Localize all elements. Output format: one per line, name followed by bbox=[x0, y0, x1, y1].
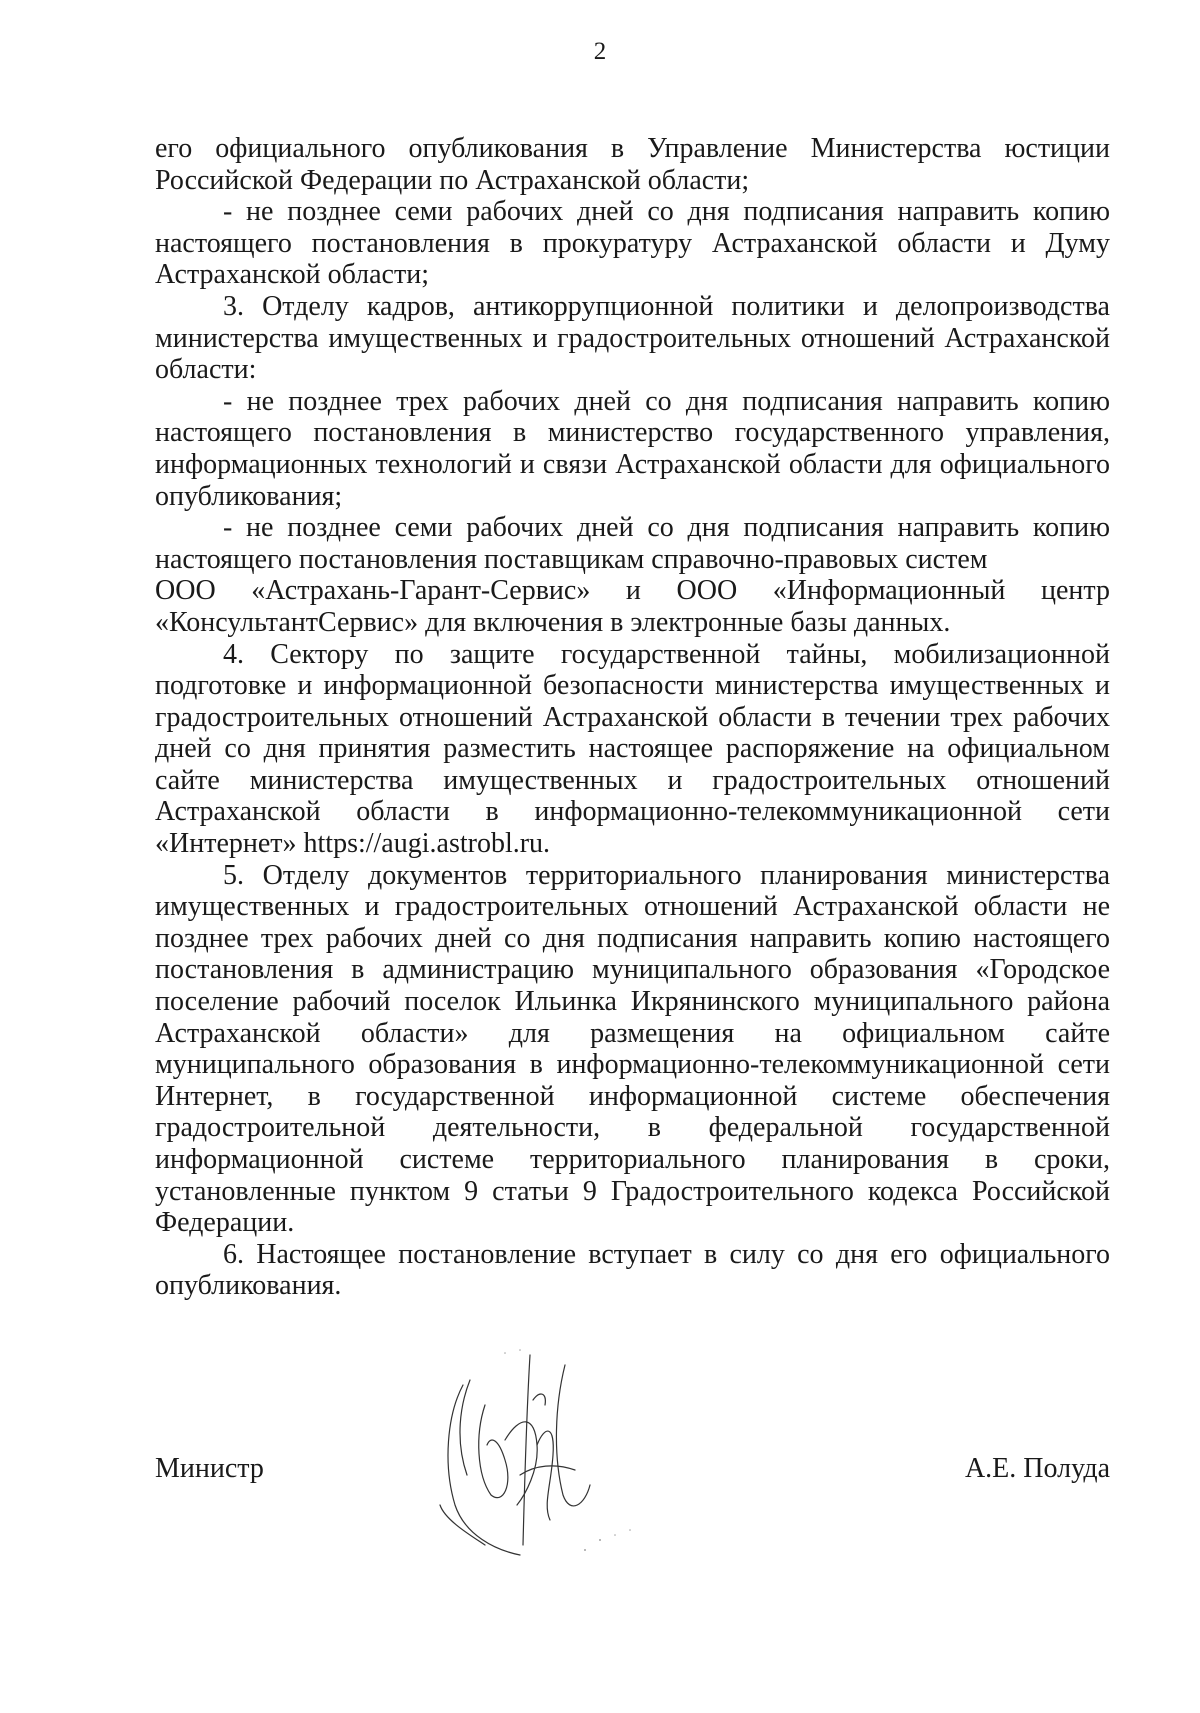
signatory-role: Министр bbox=[155, 1453, 264, 1484]
paragraph-continuation: его официального опубликования в Управление Министерства юстиции Российской Федерации по Астраханской области; bbox=[155, 133, 1110, 196]
paragraph-item-6: 6. Настоящее постановление вступает в силу со дня его официального опубликования. bbox=[155, 1238, 1110, 1302]
paragraph-justice-deadline: - не позднее семи рабочих дней со дня подписания направить копию настоящего постановления в прокуратуру Астраханской области и Думу Астраханской области; bbox=[155, 196, 1110, 291]
paragraph-legal-systems: - не позднее семи рабочих дней со дня подписания направить копию настоящего постановления поставщикам справочно-правовых систем bbox=[155, 512, 1110, 575]
paragraph-item-5: 5. Отделу документов территориального планирования министерства имущественных и градостроительных отношений Астраханской области не позднее трех рабочих дней со дня подписания направить копию настоящего постановления в администрацию муниципального образования «Городское поселение рабочий поселок Ильинка Икрянинского муниципального района Астраханской области» для размещения на официальном сайте муниципального образования в информационно-телекоммуникационной сети Интернет, в государственной информационной системе обеспечения градостроительной деятельности, в федеральной государственной информационной системе территориального планирования в сроки, установленные пунктом 9 статьи 9 Градостроительного кодекса Российской Федерации. bbox=[155, 859, 1110, 1239]
document-body bbox=[155, 133, 1110, 1302]
signature-block bbox=[155, 1453, 1110, 1493]
paragraph-item-4: 4. Сектору по защите государственной тайны, мобилизационной подготовке и информационной безопасности министерства имущественных и градостроительных отношений Астраханской области в течении трех рабочих дней со дня принятия разместить настоящее распоряжение на официальном сайте министерства имущественных и градостроительных отношений Астраханской области в информационно-телекоммуникационной сети «Интернет» https://augi.astrobl.ru. bbox=[155, 638, 1110, 860]
page-number: 2 bbox=[593, 38, 607, 65]
signatory-name: А.Е. Полуда bbox=[964, 1453, 1110, 1484]
paragraph-item-3: 3. Отделу кадров, антикоррупционной политики и делопроизводства министерства имущественных и градостроительных отношений Астраханской области: bbox=[155, 290, 1110, 386]
paragraph-legal-systems-continuation: ООО «Астрахань-Гарант-Сервис» и ООО «Информационный центр «КонсультантСервис» для включения в электронные базы данных. bbox=[155, 575, 1110, 638]
paragraph-publication-deadline: - не позднее трех рабочих дней со дня подписания направить копию настоящего постановления в министерство государственного управления, информационных технологий и связи Астраханской области для официального опубликования; bbox=[155, 385, 1110, 512]
